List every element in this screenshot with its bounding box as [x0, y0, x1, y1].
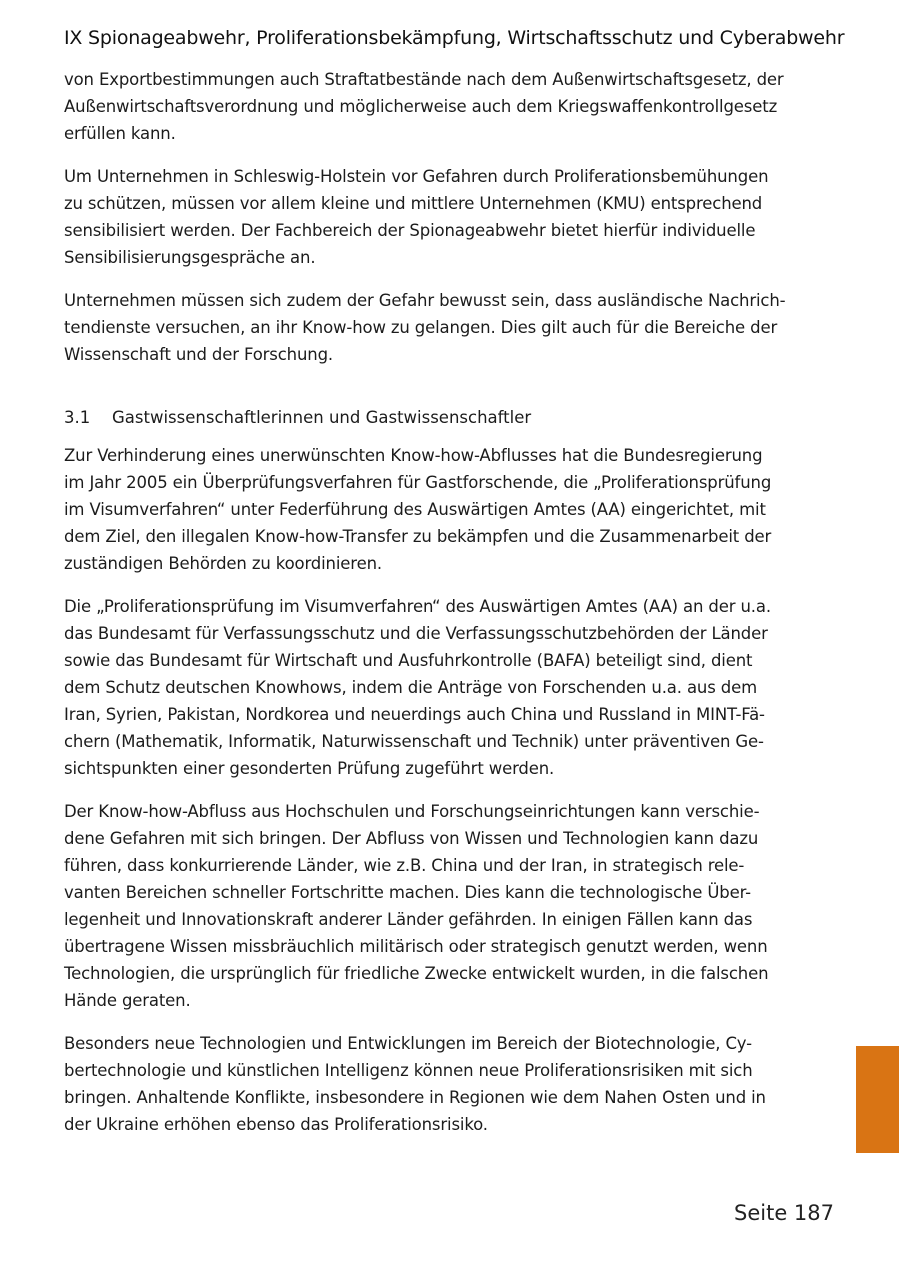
- section-number: 3.1: [64, 408, 91, 427]
- text-line: Um Unternehmen in Schleswig-Holstein vor Gefahren durch Proliferationsbemühungen: [64, 167, 769, 186]
- text-line: Iran, Syrien, Pakistan, Nordkorea und neuerdings auch China und Russland in MINT-Fä-: [64, 705, 765, 724]
- text-line: übertragene Wissen missbräuchlich militärisch oder strategisch genutzt werden, wenn: [64, 937, 768, 956]
- text-line: das Bundesamt für Verfassungsschutz und die Verfassungsschutzbehörden der Länder: [64, 624, 768, 643]
- text-line: Der Know-how-Abfluss aus Hochschulen und Forschungseinrichtungen kann verschie-: [64, 802, 760, 821]
- text-line: führen, dass konkurrierende Länder, wie z.B. China und der Iran, in strategisch rele-: [64, 856, 745, 875]
- text-line: dem Ziel, den illegalen Know-how-Transfer zu bekämpfen und die Zusammenarbeit der: [64, 527, 772, 546]
- text-line: Außenwirtschaftsverordnung und möglicherweise auch dem Kriegswaffenkontrollgesetz: [64, 97, 778, 116]
- text-line: zu schützen, müssen vor allem kleine und mittlere Unternehmen (KMU) entsprechend: [64, 194, 763, 213]
- text-line: im Visumverfahren“ unter Federführung des Auswärtigen Amtes (AA) eingerichtet, mit: [64, 500, 766, 519]
- paragraph: [64, 163, 792, 271]
- text-line: zuständigen Behörden zu koordinieren.: [64, 554, 382, 573]
- text-line: sensibilisiert werden. Der Fachbereich der Spionageabwehr bietet hierfür individuelle: [64, 221, 756, 240]
- paragraph: [64, 593, 792, 782]
- text-line: dene Gefahren mit sich bringen. Der Abfluss von Wissen und Technologien kann dazu: [64, 829, 759, 848]
- text-line: tendienste versuchen, an ihr Know-how zu gelangen. Dies gilt auch für die Bereiche der: [64, 318, 778, 337]
- text-line: Zur Verhinderung eines unerwünschten Know-how-Abflusses hat die Bundesregierung: [64, 446, 763, 465]
- text-line: bertechnologie und künstlichen Intelligenz können neue Proliferationsrisiken mit sich: [64, 1061, 753, 1080]
- paragraph: [64, 287, 792, 368]
- text-line: Wissenschaft und der Forschung.: [64, 345, 333, 364]
- intro-paragraphs: [64, 66, 792, 368]
- text-line: im Jahr 2005 ein Überprüfungsverfahren für Gastforschende, die „Proliferationsprüfung: [64, 473, 772, 492]
- text-line: vanten Bereichen schneller Fortschritte machen. Dies kann die technologische Über-: [64, 883, 751, 902]
- text-line: sowie das Bundesamt für Wirtschaft und Ausfuhrkontrolle (BAFA) beteiligt sind, dient: [64, 651, 753, 670]
- text-line: Besonders neue Technologien und Entwicklungen im Bereich der Biotechnologie, Cy-: [64, 1034, 752, 1053]
- paragraph: [64, 798, 792, 1014]
- text-line: Technologien, die ursprünglich für friedliche Zwecke entwickelt wurden, in die falschen: [64, 964, 769, 983]
- text-line: Unternehmen müssen sich zudem der Gefahr bewusst sein, dass ausländische Nachrich-: [64, 291, 786, 310]
- text-line: Hände geraten.: [64, 991, 191, 1010]
- paragraph: [64, 66, 792, 147]
- text-line: legenheit und Innovationskraft anderer Länder gefährden. In einigen Fällen kann das: [64, 910, 753, 929]
- section-heading: [64, 406, 792, 430]
- text-line: der Ukraine erhöhen ebenso das Proliferationsrisiko.: [64, 1115, 488, 1134]
- text-line: chern (Mathematik, Informatik, Naturwissenschaft und Technik) unter präventiven Ge-: [64, 732, 764, 751]
- chapter-tab-marker: [856, 1046, 899, 1153]
- paragraph: [64, 1030, 792, 1138]
- text-line: dem Schutz deutschen Knowhows, indem die Anträge von Forschenden u.a. aus dem: [64, 678, 757, 697]
- running-header: IX Spionageabwehr, Proliferationsbekämpfung, Wirtschaftsschutz und Cyberabwehr: [64, 27, 845, 49]
- text-line: sichtspunkten einer gesonderten Prüfung zugeführt werden.: [64, 759, 555, 778]
- text-line: von Exportbestimmungen auch Straftatbestände nach dem Außenwirtschaftsgesetz, der: [64, 70, 784, 89]
- text-line: Sensibilisierungsgespräche an.: [64, 248, 316, 267]
- text-line: erfüllen kann.: [64, 124, 176, 143]
- text-line: Die „Proliferationsprüfung im Visumverfahren“ des Auswärtigen Amtes (AA) an der u.a.: [64, 597, 771, 616]
- text-line: bringen. Anhaltende Konflikte, insbesondere in Regionen wie dem Nahen Osten und in: [64, 1088, 766, 1107]
- section-title: Gastwissenschaftlerinnen und Gastwissenschaftler: [112, 408, 532, 427]
- page-body: [64, 66, 792, 1154]
- page-number: Seite 187: [734, 1201, 834, 1225]
- paragraph: [64, 442, 792, 577]
- section-paragraphs: [64, 442, 792, 1138]
